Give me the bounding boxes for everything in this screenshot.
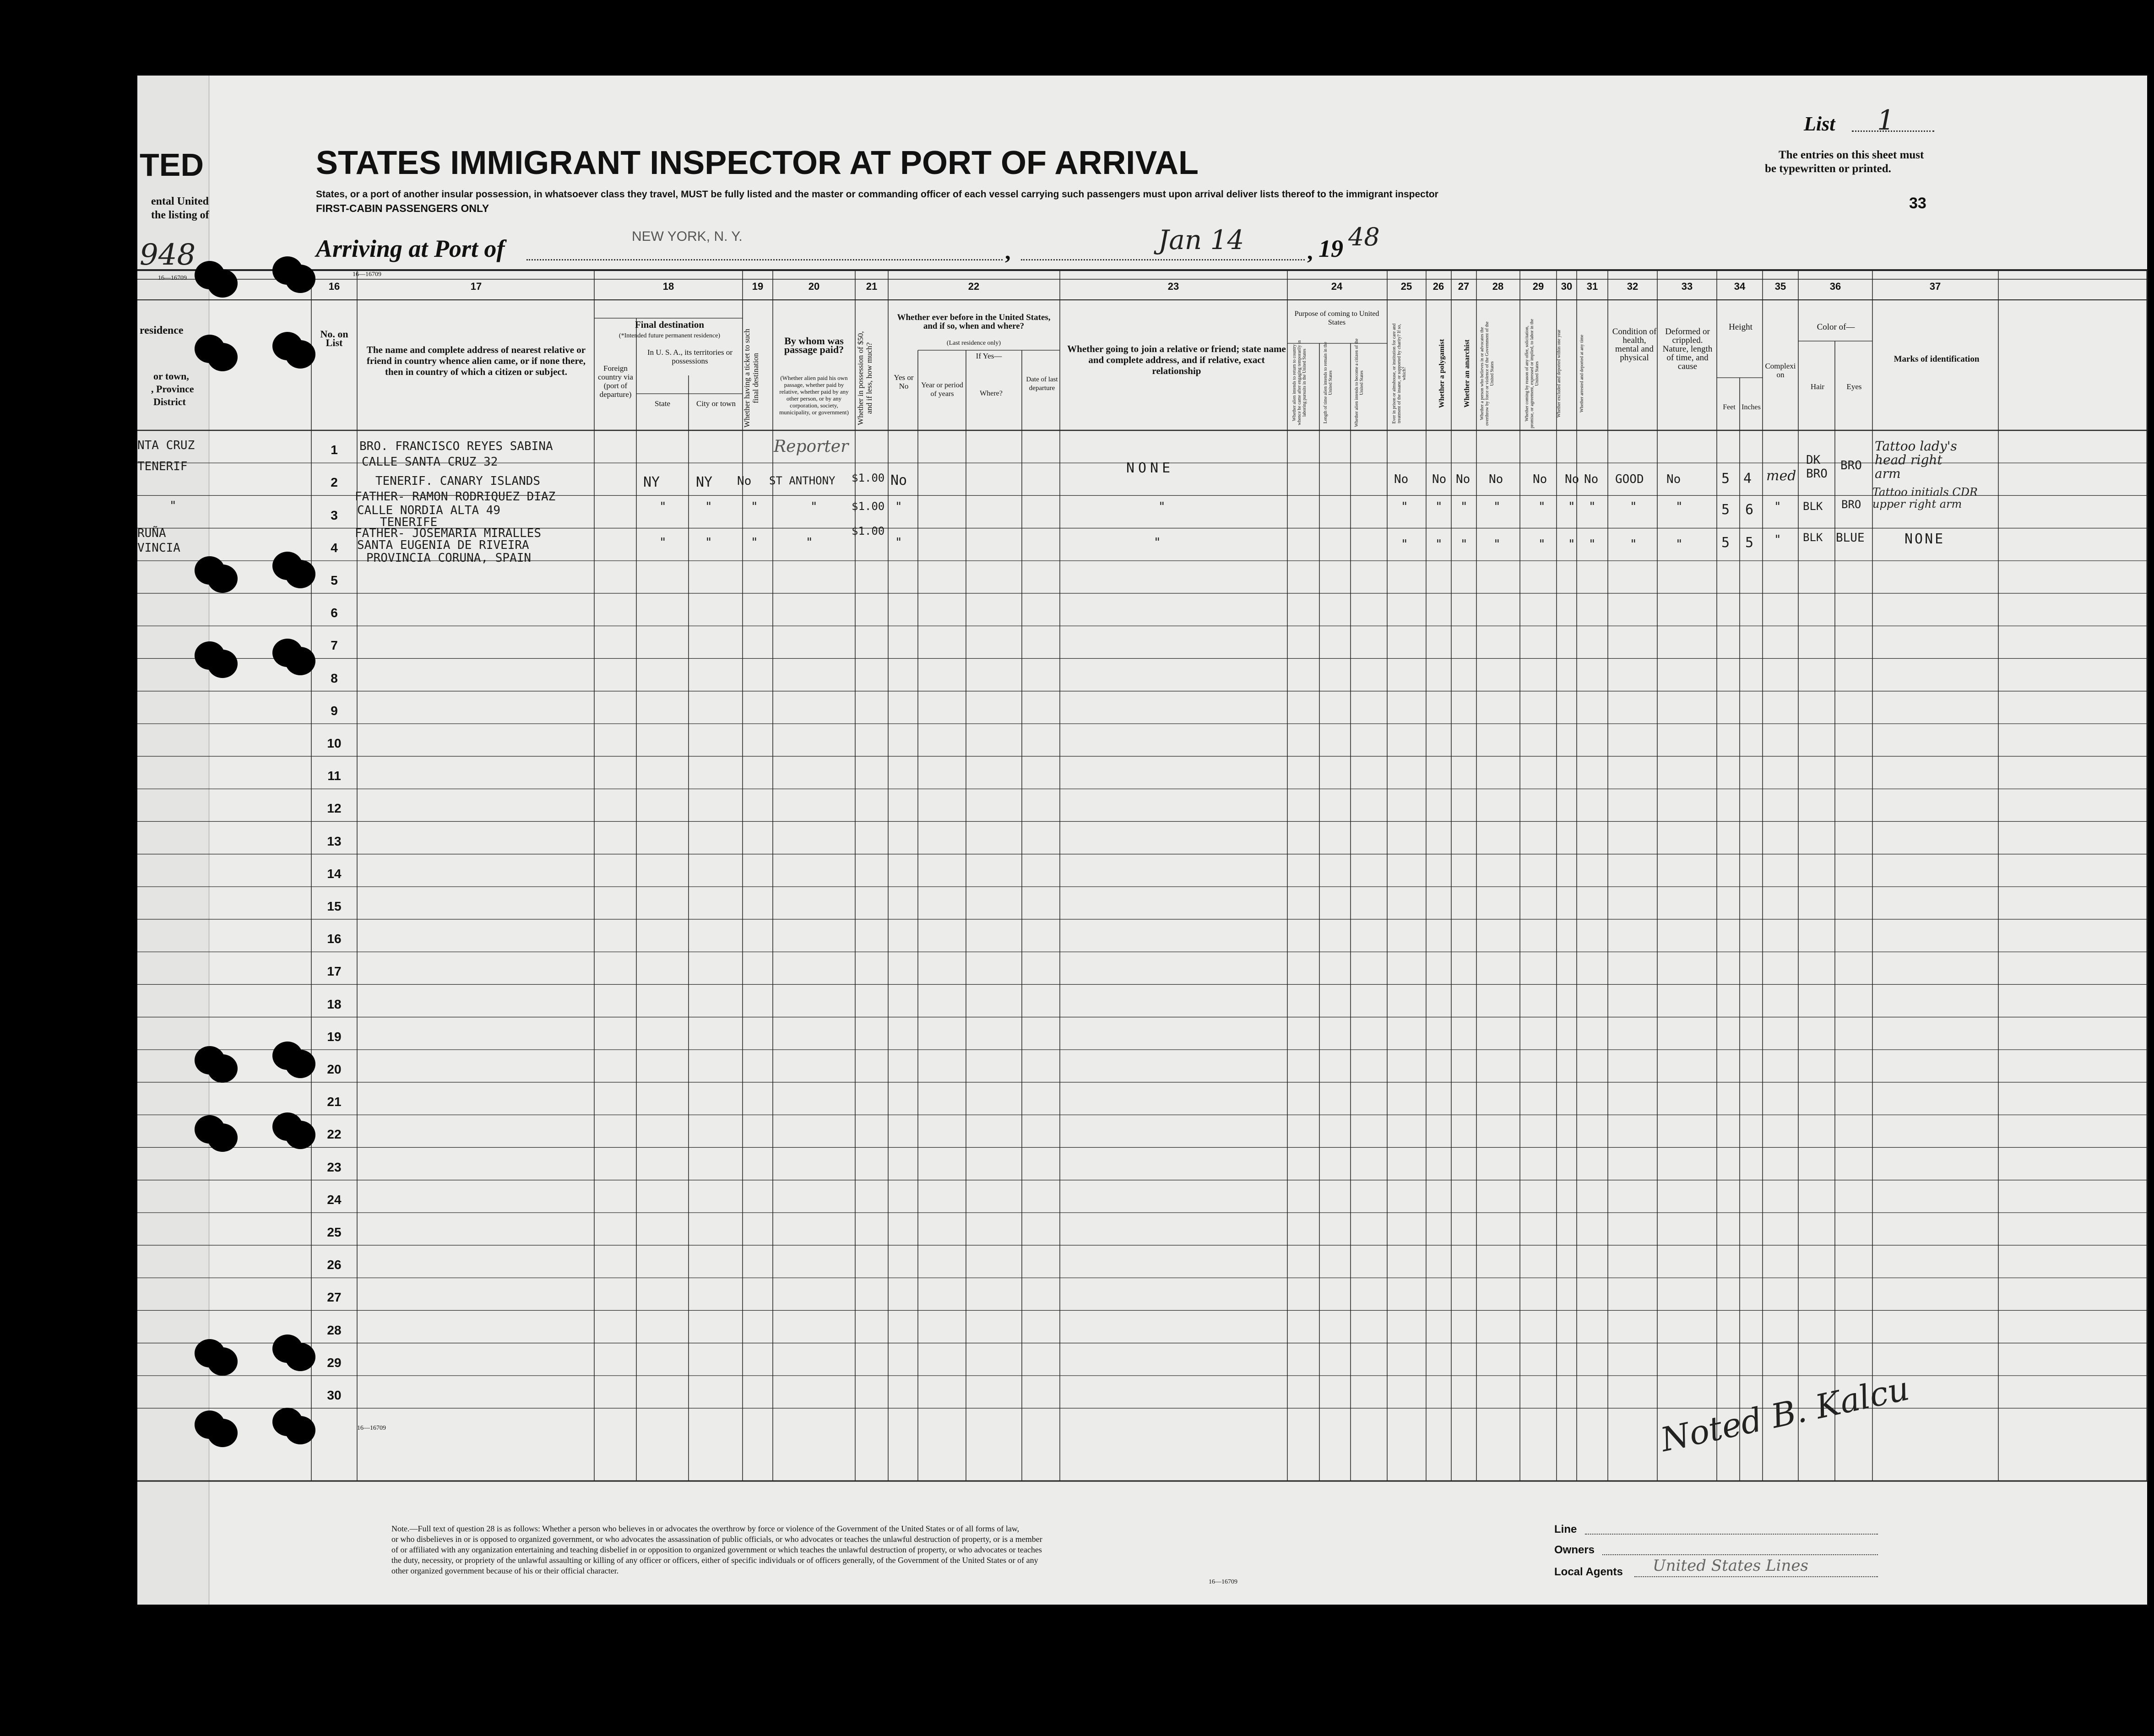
left-fragment-title: TED [140,147,204,183]
column-number-35: 35 [1774,281,1786,292]
row-number-26: 26 [327,1258,342,1272]
r2-excluded: " [1568,500,1575,514]
left-fragment-year: 948 [140,238,196,272]
column-number-21: 21 [866,281,878,292]
row-number-14: 14 [327,866,342,881]
header-height: Height [1729,322,1752,332]
note-line-2: or who disbelieves in or is opposed to organized government, or who advocates the assassination of public officials, or who advocates or teaches the unlawful destruction of property, or is a member [391,1535,1042,1544]
r1-before: No [890,472,907,488]
header-yes-no: Yes or No [894,373,914,391]
row-number-1: 1 [331,443,338,457]
punch-hole [285,560,315,588]
line-label: Line [1554,1523,1577,1535]
column-number-19: 19 [752,281,764,292]
header-purpose-b: Length of time alien intends to remain in the United States [1323,342,1333,424]
column-number-33: 33 [1681,281,1693,292]
r2-city: " [705,500,712,514]
inspector-signature: Noted B. Kalcu [1657,1369,1913,1459]
header-ticket: Whether having a ticket to such final destination [743,329,760,428]
punch-hole [285,1050,315,1078]
list-label: List [1804,113,1835,135]
r1-polygamist: No [1432,472,1447,486]
r3-join: " [1154,536,1161,549]
row-number-7: 7 [331,638,338,653]
left-residence-2: " [169,499,177,513]
punch-hole [207,343,238,371]
column-number-27: 27 [1458,281,1470,292]
punch-hole [207,1347,238,1376]
r1-health: GOOD [1615,472,1644,486]
r2-inches: 6 [1745,502,1754,518]
page-number: 33 [1909,195,1926,212]
r3-eyes: BLUE [1836,531,1865,545]
header-city: City or town [696,399,736,408]
r2-relative-line-1: FATHER- RAMON RODRIQUEZ DIAZ [355,490,556,504]
r3-relative-line-3: PROVINCIA CORUNA, SPAIN [366,551,532,565]
r3-complexion: " [1774,533,1781,547]
footer-form-code: 16—16709 [1209,1579,1237,1585]
bottom-form-code: 16—16709 [357,1425,386,1432]
list-number: 1 [1877,104,1895,136]
local-agents-field [1634,1576,1878,1577]
header-arrested: Whether arrested and deported at any time [1579,335,1584,412]
header-purpose-a: Whether alien intends to return to country whence he came after engaging temporarily in laboring pursuits in the United States [1292,340,1307,425]
column-number-32: 32 [1627,281,1639,292]
r3-excluded: " [1568,537,1575,551]
left-residence-1a: NTA CRUZ [137,439,195,452]
header-if-yes: If Yes— [976,352,1002,360]
owners-field [1602,1554,1878,1555]
r2-money: $1.00 [852,500,885,513]
header-date-departure: Date of last departure [1026,376,1058,392]
r2-anarchist: " [1460,500,1468,514]
header-passage-paid-note: (Whether alien paid his own passage, whether paid by relative, whether paid by any other person, or by any corporation, society, municipality, or government) [779,374,849,416]
r2-relative-line-2: CALLE NORDIA ALTA 49 [357,504,501,517]
column-number-23: 23 [1167,281,1179,292]
row-number-21: 21 [327,1095,342,1109]
header-health: Condition of health, mental and physical [1612,327,1657,363]
header-list-number: No. on List [320,328,348,348]
r3-paid: " [806,536,813,549]
note-line-1: Note.—Full text of question 28 is as follows: Whether a person who believes in or advocates the overthrow by force or violence of the Government of the United States or of all forms of law, [391,1524,1020,1533]
row-number-16: 16 [327,932,342,946]
subtitle-line-1: States, or a port of another insular possession, in whatsoever class they travel, MUST be fully listed and the master or commanding officer of each vessel carrying such passengers must upon arrival deliver lists thereof to the immigrant inspector [316,189,1438,200]
r3-arrested: " [1589,537,1596,551]
header-passage-paid: By whom was passage paid? [784,335,844,355]
header-money: Whether in possession of $50, and if less, how much? [856,331,874,425]
row-number-17: 17 [327,964,342,979]
r3-relative-line-1: FATHER- JOSEMARIA MIRALLES [355,526,541,540]
comma-separator: , [1005,239,1011,264]
left-header-residence: residence [140,325,184,336]
left-header-line-2: , Province [151,383,194,395]
row-number-9: 9 [331,703,338,718]
r1-ticket: No [737,474,752,488]
line-field [1585,1534,1878,1535]
page-title: STATES IMMIGRANT INSPECTOR AT PORT OF ARRIVAL [316,145,1199,181]
r3-overthrow: " [1493,537,1501,551]
row-number-20: 20 [327,1062,342,1076]
column-number-16: 16 [328,281,340,292]
r3-anarchist: " [1460,537,1468,551]
header-feet: Feet [1723,403,1736,411]
r3-deformed: " [1676,537,1683,551]
r2-state: " [659,500,667,514]
column-number-30: 30 [1561,281,1573,292]
instruction-line-1: The entries on this sheet must [1779,149,1924,161]
r3-state: " [659,536,667,549]
header-color: Color of— [1817,322,1855,332]
r2-overthrow: " [1493,500,1501,514]
r3-relative-line-2: SANTA EUGENIA DE RIVEIRA [357,538,529,552]
r1-marks: Tattoo lady's head right arm [1875,439,1957,481]
comma-separator-2: , [1307,239,1313,264]
column-number-25: 25 [1400,281,1412,292]
row-number-30: 30 [327,1388,342,1402]
r1-paid: ST ANTHONY [769,474,836,487]
r2-hair: BLK [1803,500,1823,513]
row-number-22: 22 [327,1127,342,1142]
row-number-13: 13 [327,834,342,848]
header-purpose-c: Whether alien intends to become a citizen of the United States [1354,338,1364,427]
left-form-code: 16—16709 [158,275,187,282]
r3-before: " [895,536,902,549]
column-number-36: 36 [1829,281,1841,292]
local-agents-label: Local Agents [1554,1566,1623,1578]
header-state: State [655,399,670,408]
header-excluded: Whether excluded and deported within one year [1557,329,1562,418]
r2-prison: " [1401,500,1408,514]
row-number-8: 8 [331,671,338,685]
owners-label: Owners [1554,1544,1595,1556]
header-eyes: Eyes [1846,382,1862,391]
punch-hole [207,269,238,298]
column-number-20: 20 [808,281,820,292]
row-number-19: 19 [327,1029,342,1044]
row-number-29: 29 [327,1355,342,1370]
left-header-line-3: District [153,396,186,407]
instruction-line-2: be typewritten or printed. [1765,163,1891,175]
column-number-34: 34 [1734,281,1746,292]
r3-labor-offer: " [1538,537,1546,551]
arriving-label: Arriving at Port of [316,235,505,262]
note-line-4: the duty, necessity, or propriety of the unlawful assaulting or killing of any officer or officers, either of specific individuals or of officers generally, of the Government of the United States or of any [391,1556,1038,1565]
row-number-3: 3 [331,508,338,522]
punch-hole [207,1123,238,1152]
r3-hair: BLK [1803,531,1823,544]
column-number-18: 18 [662,281,674,292]
header-purpose: Purpose of coming to United States [1294,310,1379,326]
header-final-destination: Final destination [635,319,705,330]
header-labor-offer: Whether coming by reason of any offer, solicitation, promise, or agreement, expressed or implied, to labor in the United States [1525,319,1540,429]
r2-marks: Tattoo initials CDR upper right arm [1872,486,1978,510]
punch-hole [207,650,238,678]
header-final-destination-note: (*Intended future permanent residence) [619,332,721,339]
header-period: Year or period of years [921,381,963,398]
r3-polygamist: " [1435,537,1443,551]
r1-complexion: med [1766,468,1796,484]
r3-money: $1.00 [852,525,885,537]
subtitle-line-2: FIRST-CABIN PASSENGERS ONLY [316,202,489,214]
header-in-usa: In U. S. A., its territories or possessions [647,348,733,365]
local-agents-value: United States Lines [1653,1557,1808,1575]
r3-ticket: " [751,536,758,549]
r2-before: " [895,500,902,514]
r2-complexion: " [1774,500,1781,514]
column-number-24: 24 [1331,281,1343,292]
header-foreign-country: Foreign country via (port of departure) [598,364,633,399]
r3-health: " [1630,537,1637,551]
header-complexion: Complexion [1765,362,1796,379]
punch-hole [207,1054,238,1083]
left-fragment-line-2: the listing of [151,209,209,221]
year-prefix: 19 [1318,235,1343,262]
r2-paid: " [810,500,818,514]
left-fragment-line-1: ental United [151,195,209,207]
row-number-11: 11 [327,769,341,783]
r1-money: $1.00 [852,472,885,484]
port-stamp: NEW YORK, N. Y. [632,229,743,244]
column-number-37: 37 [1929,281,1941,292]
r3-feet: 5 [1721,535,1730,551]
left-header-line-1: or town, [153,370,189,382]
r2-eyes: BRO [1841,498,1861,511]
r1-relative-line-1: BRO. FRANCISCO REYES SABINA [359,439,553,453]
r1-feet: 5 [1721,471,1730,487]
r1-hair: DK BRO [1806,453,1828,481]
r2-health: " [1630,500,1637,514]
r1-state: NY [643,474,660,490]
left-residence-1b: TENERIF [137,460,188,473]
r1-arrested: No [1584,472,1599,486]
r1-excluded: No [1565,472,1579,486]
column-number-31: 31 [1586,281,1598,292]
r3-city: " [705,536,712,549]
arrival-year: 48 [1348,222,1380,251]
r1-overthrow: No [1489,472,1503,486]
r1-prison: No [1394,472,1409,486]
r2-deformed: " [1676,500,1683,514]
r1-labor-offer: No [1533,472,1547,486]
punch-hole [285,1121,315,1149]
r3-prison: " [1401,537,1408,551]
r1-deformed: No [1666,472,1681,486]
row-number-6: 6 [331,606,338,620]
row-number-18: 18 [327,997,342,1011]
header-join-relative: Whether going to join a relative or friend; state name and complete address, and if relative, exact relationship [1067,343,1286,376]
punch-hole [207,564,238,593]
row-number-23: 23 [327,1160,342,1174]
r2-relative-line-3: TENERIFE [380,515,438,529]
column-number-22: 22 [968,281,980,292]
note-line-5: other organized government because of his or their official character. [391,1566,619,1575]
note-line-3: of or affiliated with any organization entertaining and teaching disbelief in or opposition to organized government or which teaches the unlawful destruction of property, or who advocates or teaches [391,1545,1042,1554]
column-number-28: 28 [1492,281,1504,292]
header-prison: Ever in prison or almshouse, or institution for care and treatment of the insane, or supported by charity? If so, which? [1392,323,1407,424]
header-deformed: Deformed or crippled. Nature, length of time, and cause [1662,327,1713,371]
r2-feet: 5 [1721,502,1730,518]
header-ever-before: Whether ever before in the United States, and if so, when and where? [897,313,1051,331]
r1-join: NONE [1126,460,1174,476]
header-marks: Marks of identification [1894,354,1980,364]
row-number-27: 27 [327,1290,342,1305]
r1-relative-line-3: TENERIF. CANARY ISLANDS [375,474,541,488]
column-number-17: 17 [470,281,482,292]
r1-inches: 4 [1743,471,1752,487]
header-nearest-relative: The name and complete address of nearest relative or friend in country whence alien came, or if none there, then in country of which a citizen or subject. [366,344,586,377]
r2-join: " [1158,500,1166,514]
left-residence-3b: VINCIA [137,541,180,555]
r1-eyes: BRO [1840,459,1862,472]
header-anarchist: Whether an anarchist [1463,339,1471,408]
row-number-5: 5 [331,573,338,587]
row-number-4: 4 [331,540,338,555]
r2-polygamist: " [1435,500,1443,514]
row-number-28: 28 [327,1323,342,1337]
footer-note [391,1524,1042,1576]
row-number-24: 24 [327,1192,342,1207]
header-polygamist: Whether a polygamist [1438,339,1446,408]
r1-paid-note: Reporter [774,437,849,456]
row-number-2: 2 [331,475,338,490]
r2-ticket: " [751,500,758,514]
column-number-29: 29 [1532,281,1544,292]
r1-relative-line-2: CALLE SANTA CRUZ 32 [362,455,498,469]
r3-marks: NONE [1904,531,1945,547]
row-number-12: 12 [327,801,342,816]
punch-hole [285,1416,315,1444]
r3-inches: 5 [1745,535,1754,551]
r2-labor-offer: " [1538,500,1546,514]
header-hair: Hair [1810,382,1825,391]
row-number-15: 15 [327,899,342,913]
header-overthrow: Whether a person who believes in or advocates the overthrow by force or violence of the Government of the United States [1480,321,1495,426]
column-number-26: 26 [1432,281,1444,292]
r1-anarchist: No [1456,472,1470,486]
punch-hole [285,265,315,293]
arrival-date: Jan 14 [1158,224,1244,255]
punch-hole [285,1343,315,1371]
row-number-25: 25 [327,1225,342,1239]
left-residence-3a: RUÑA [137,526,166,540]
punch-hole [207,1419,238,1447]
header-inches: Inches [1742,403,1761,411]
r1-city: NY [696,474,713,490]
form-code: 16—16709 [353,271,381,278]
row-number-10: 10 [327,736,342,750]
r2-arrested: " [1589,500,1596,514]
punch-hole [285,647,315,675]
punch-hole [285,340,315,369]
header-ever-before-note: (Last residence only) [946,340,1001,347]
header-where: Where? [980,390,1003,397]
